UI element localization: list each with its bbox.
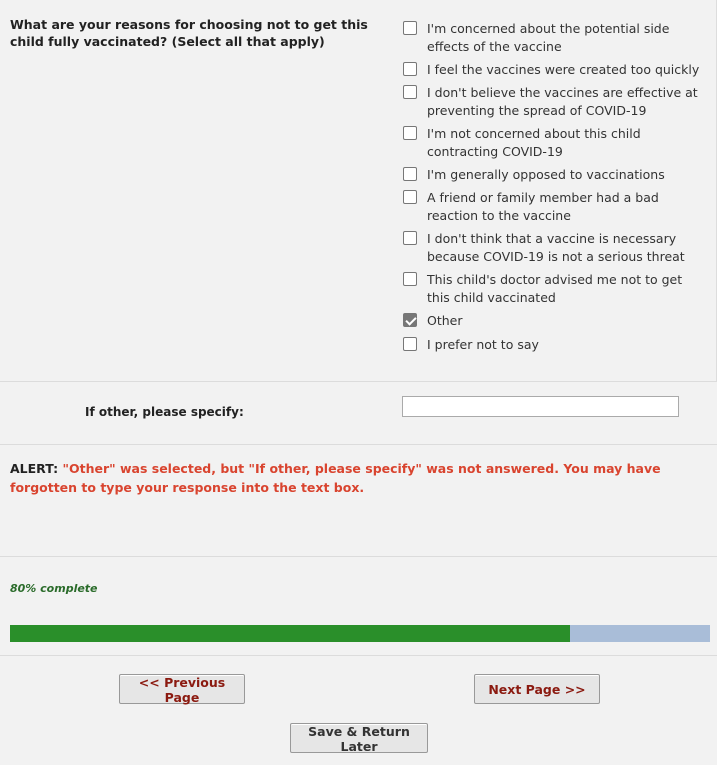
divider	[0, 556, 717, 557]
checkbox[interactable]	[403, 337, 417, 351]
question-section	[0, 0, 717, 382]
specify-input[interactable]	[402, 396, 679, 417]
option-label: This child's doctor advised me not to get this child vaccinated	[427, 272, 683, 305]
progress-fill	[10, 625, 570, 642]
save-return-later-button[interactable]: Save & Return Later	[290, 723, 428, 753]
progress-bar	[10, 625, 710, 642]
checkbox[interactable]	[403, 126, 417, 140]
option-label: A friend or family member had a bad reaction to the vaccine	[427, 190, 659, 223]
checkbox-checked[interactable]	[403, 313, 417, 327]
previous-page-button[interactable]: << Previous Page	[119, 674, 245, 704]
alert-text: "Other" was selected, but "If other, please specify" was not answered. You may have forgotten to type your response into the text box.	[10, 461, 661, 495]
alert-label: ALERT:	[10, 461, 59, 476]
option-prefer-not[interactable]	[403, 336, 703, 354]
option-label: I feel the vaccines were created too quickly	[427, 62, 700, 77]
checkbox[interactable]	[403, 167, 417, 181]
option-label: I prefer not to say	[427, 337, 539, 352]
option-too-quickly[interactable]	[403, 61, 703, 79]
checkbox[interactable]	[403, 190, 417, 204]
option-label: I don't think that a vaccine is necessary because COVID-19 is not a serious threat	[427, 231, 685, 264]
option-opposed[interactable]	[403, 166, 703, 184]
option-label: Other	[427, 313, 463, 328]
checkbox[interactable]	[403, 272, 417, 286]
divider	[0, 655, 717, 656]
option-label: I'm generally opposed to vaccinations	[427, 167, 665, 182]
option-not-effective[interactable]	[403, 84, 703, 120]
checkbox[interactable]	[403, 21, 417, 35]
checkbox[interactable]	[403, 85, 417, 99]
option-not-necessary[interactable]	[403, 230, 703, 266]
option-label: I'm not concerned about this child contracting COVID-19	[427, 126, 641, 159]
option-other[interactable]	[403, 312, 703, 330]
next-page-button[interactable]: Next Page >>	[474, 674, 600, 704]
option-not-concerned[interactable]	[403, 125, 703, 161]
alert-message	[10, 459, 710, 497]
option-bad-reaction[interactable]	[403, 189, 703, 225]
option-side-effects[interactable]	[403, 20, 703, 56]
progress-text: 80% complete	[10, 582, 98, 595]
divider	[0, 381, 717, 382]
question-text: What are your reasons for choosing not to get this child fully vaccinated? (Select all that apply)	[10, 17, 368, 49]
specify-label: If other, please specify:	[85, 405, 244, 419]
option-label: I'm concerned about the potential side effects of the vaccine	[427, 21, 670, 54]
divider	[0, 444, 717, 445]
options-list	[403, 20, 703, 354]
option-label: I don't believe the vaccines are effective at preventing the spread of COVID-19	[427, 85, 698, 118]
checkbox[interactable]	[403, 62, 417, 76]
checkbox[interactable]	[403, 231, 417, 245]
option-doctor-advised[interactable]	[403, 271, 703, 307]
